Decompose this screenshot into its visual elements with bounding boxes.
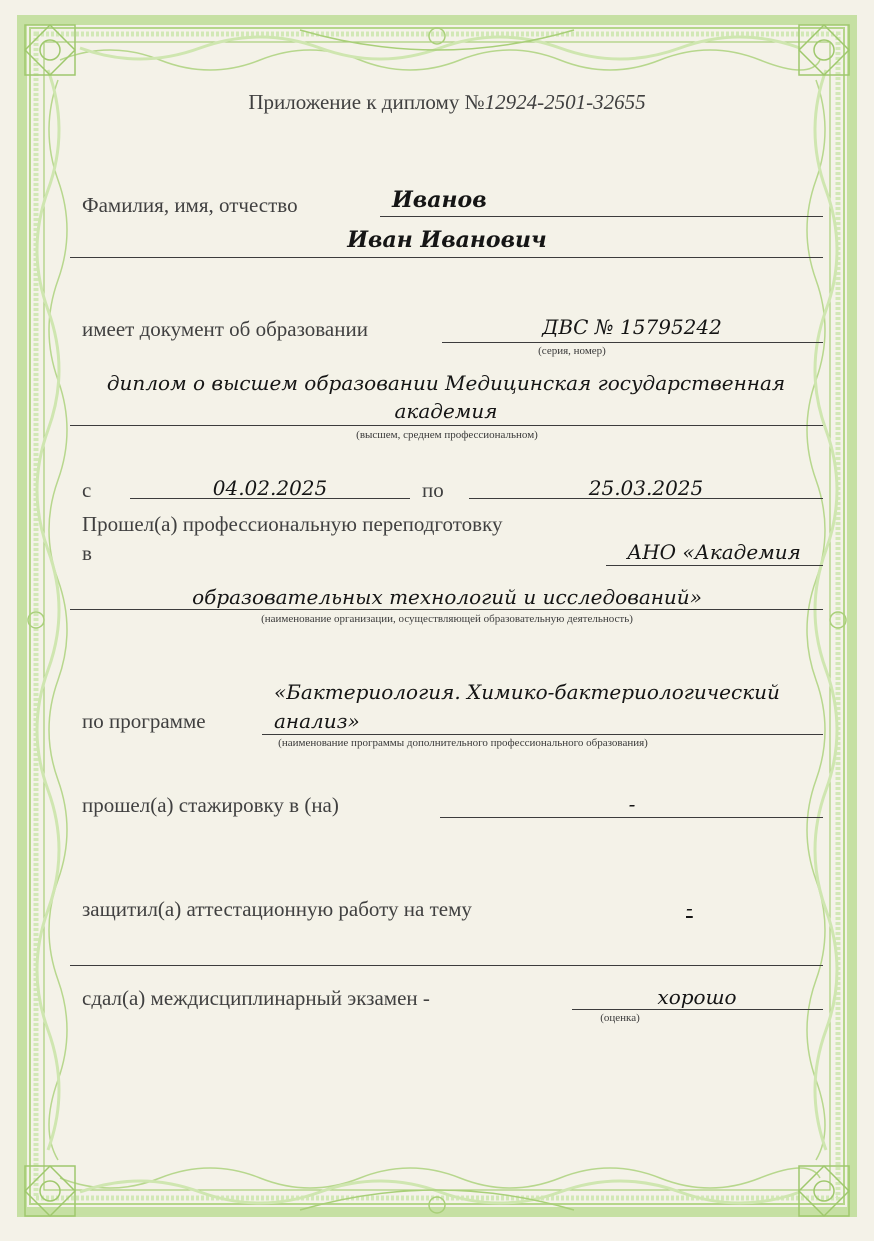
exam-grade-underline [572,1009,823,1010]
document-series-number: ДВС № 15795242 [542,315,722,339]
organization-underline [70,609,823,610]
surname-value: Иванов [392,187,487,213]
series-number-caption: (серия, номер) [538,345,606,357]
document-description-line2: академия [394,399,498,423]
retraining-in-label: в [82,541,92,565]
thesis-underline [70,965,823,966]
period-from-date: 04.02.2025 [212,476,328,500]
document-title [248,90,645,115]
retraining-label: Прошел(а) профессиональную переподготовку [82,512,503,536]
period-to-date: 25.03.2025 [588,476,704,500]
internship-underline [440,817,823,818]
education-level-caption: (высшем, среднем профессиональном) [356,429,538,441]
organization-line2: образовательных технологий и исследований» [192,585,702,609]
organization-line1: АНО «Академия [627,540,801,564]
given-names-underline [70,257,823,258]
internship-value: - [628,792,636,816]
organization-caption: (наименование организации, осуществляющей образовательную деятельность) [261,613,633,625]
program-caption: (наименование программы дополнительного профессионального образования) [278,737,648,749]
period-from-label: с [82,478,92,502]
thesis-label: защитил(а) аттестационную работу на тему [82,897,472,921]
document-description-line1: диплом о высшем образовании Медицинская государственная [106,371,786,395]
exam-label: сдал(а) междисциплинарный экзамен - [82,986,430,1010]
program-underline [262,734,823,735]
title-prefix: Приложение к диплому № [248,90,485,114]
from-date-underline [130,498,410,499]
to-date-underline [469,498,823,499]
surname-underline [380,216,823,217]
organization-line1-underline [606,565,823,566]
program-name-line2: анализ» [274,709,360,733]
series-number-underline [442,342,823,343]
given-names-value: Иван Иванович [347,227,547,253]
full-name-label: Фамилия, имя, отчество [82,193,298,217]
internship-label: прошел(а) стажировку в (на) [82,793,339,817]
description-underline [70,425,823,426]
diploma-number: 12924-2501-32655 [484,90,646,114]
exam-grade: хорошо [657,985,737,1009]
period-to-label: по [422,478,444,502]
exam-grade-caption: (оценка) [600,1012,640,1024]
thesis-value: - [686,896,693,920]
program-name-line1: «Бактериология. Химико-бактериологический [274,680,780,704]
education-document-label: имеет документ об образовании [82,317,368,341]
program-label: по программе [82,709,206,733]
